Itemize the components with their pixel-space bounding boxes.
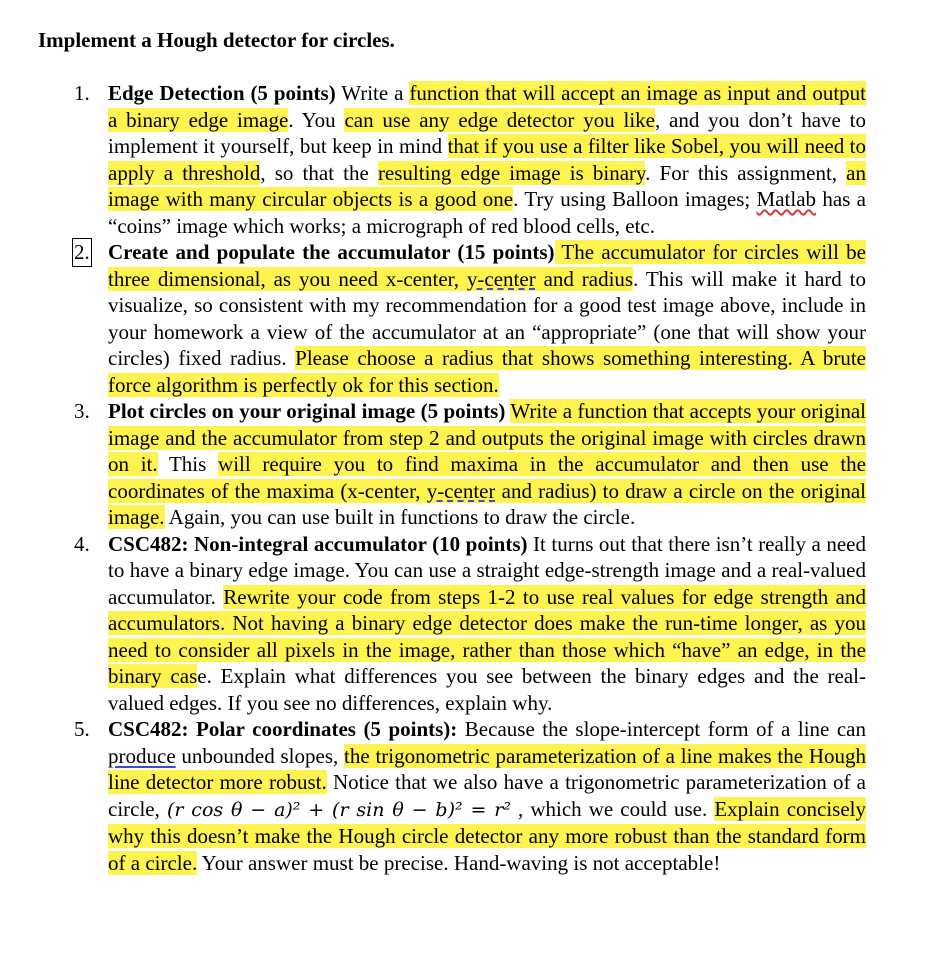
- text-run: It turns out that there isn’t really a need to have a binary edge image. You can use a straight edge-strength image and a real-valued accumulator.: [108, 531, 866, 609]
- text-run: e. Explain what differences you see between the binary edges and the real-valued edges. If you see no differences, explain why.: [108, 664, 866, 715]
- highlighted-text: and radius: [535, 266, 634, 291]
- text-run: has a “coins” image which works; a micrograph of red blood cells, etc.: [108, 187, 866, 238]
- grammar-flagged-word: y-center: [426, 478, 496, 503]
- task-heading: CSC482: Polar coordinates (5 points):: [108, 717, 458, 741]
- highlighted-text: the trigonometric parameterization of a line makes the Hough line detector more robust.: [108, 743, 867, 794]
- highlighted-text: will require you to find maxima in the accumulator and then use the coordinates of the maxima (x-center,: [108, 452, 866, 503]
- task-item-2: [0, 239, 952, 398]
- text-run: . You: [288, 107, 345, 132]
- task-heading: Plot circles on your original image (5 points): [108, 399, 506, 423]
- task-item-5: [0, 716, 952, 876]
- circle-equation: (r cos θ − a)² + (r sin θ − b)² = r²: [166, 798, 511, 821]
- text-run: Write a: [335, 81, 410, 105]
- highlighted-text: and radius) to draw a circle on the original image.: [108, 478, 866, 529]
- text-run: , and you don’t have to implement it yourself, but keep in mind: [108, 107, 866, 158]
- text-run: This: [157, 452, 219, 476]
- text-run: Because the slope-intercept form of a line can: [457, 717, 867, 741]
- text-run: . This will make it hard to visualize, so consistent with my recommendation for a good test image above, include in your homework a view of the accumulator at an “appropriate” (one that will show your circles) fixed radius.: [108, 266, 866, 370]
- spellcheck-word: Matlab: [756, 187, 817, 211]
- highlighted-text: an image with many circular objects is a good one: [108, 160, 866, 211]
- task-item-1: [0, 80, 952, 239]
- task-text: [108, 398, 866, 531]
- grammar-flagged-word: y-center: [466, 266, 536, 291]
- task-list: [0, 80, 952, 876]
- highlighted-text: Rewrite your code from steps 1-2 to use real values for edge strength and accumulators. Not having a binary edge detector does make the run-time longer, as you need to consider all pixels in the image, rather than those which “have” an edge, in the binary cas: [108, 584, 866, 688]
- grammar-flagged-word: produce: [108, 743, 176, 768]
- highlighted-text: Please choose a radius that shows something interesting. A brute force algorithm is perfectly ok for this section.: [108, 346, 866, 397]
- task-number: 1.: [74, 81, 90, 105]
- highlighted-text: can use any edge detector you like: [344, 107, 655, 132]
- task-item-4: [0, 531, 952, 717]
- text-run: Your answer must be precise. Hand-waving is not acceptable!: [197, 850, 721, 875]
- task-number: 2.: [74, 240, 90, 264]
- task-number: 4.: [74, 531, 90, 556]
- highlighted-text: The accumulator for circles will be three dimensional, as you need x-center,: [108, 240, 866, 291]
- document-title: Implement a Hough detector for circles.: [38, 28, 395, 52]
- task-number: 3.: [74, 399, 90, 423]
- task-text: [108, 531, 866, 717]
- task-number: 5.: [74, 717, 90, 741]
- text-run: unbounded slopes,: [175, 743, 345, 768]
- task-heading: Edge Detection (5 points): [108, 81, 336, 105]
- task-text: [108, 80, 866, 239]
- text-run: Again, you can use built in functions to draw the circle.: [164, 505, 636, 529]
- task-text: [108, 716, 866, 876]
- highlighted-text: that if you use a filter like Sobel, you will need to apply a threshold: [108, 134, 866, 185]
- text-run: , so that the: [260, 160, 378, 185]
- task-heading: CSC482: Non-integral accumulator (10 points): [108, 531, 528, 556]
- highlighted-text: function that will accept an image as input and output a binary edge image: [108, 81, 867, 132]
- text-run: , which we could use.: [510, 796, 715, 821]
- text-run: . Try using Balloon images;: [513, 187, 757, 211]
- task-item-3: [0, 398, 952, 531]
- text-run: . For this assignment,: [645, 160, 847, 185]
- task-text: [108, 239, 866, 398]
- highlighted-text: Explain concisely why this doesn’t make the Hough circle detector any more robust than the standard form of a circle.: [108, 796, 867, 875]
- highlighted-text: resulting edge image is binary: [377, 160, 646, 185]
- task-heading: Create and populate the accumulator (15 points): [108, 240, 555, 264]
- highlighted-text: Write a function that accepts your original image and the accumulator from step 2 and outputs the original image with circles drawn on it.: [108, 399, 867, 476]
- text-run: Notice that we also have a trigonometric parameterization of a circle,: [108, 770, 866, 821]
